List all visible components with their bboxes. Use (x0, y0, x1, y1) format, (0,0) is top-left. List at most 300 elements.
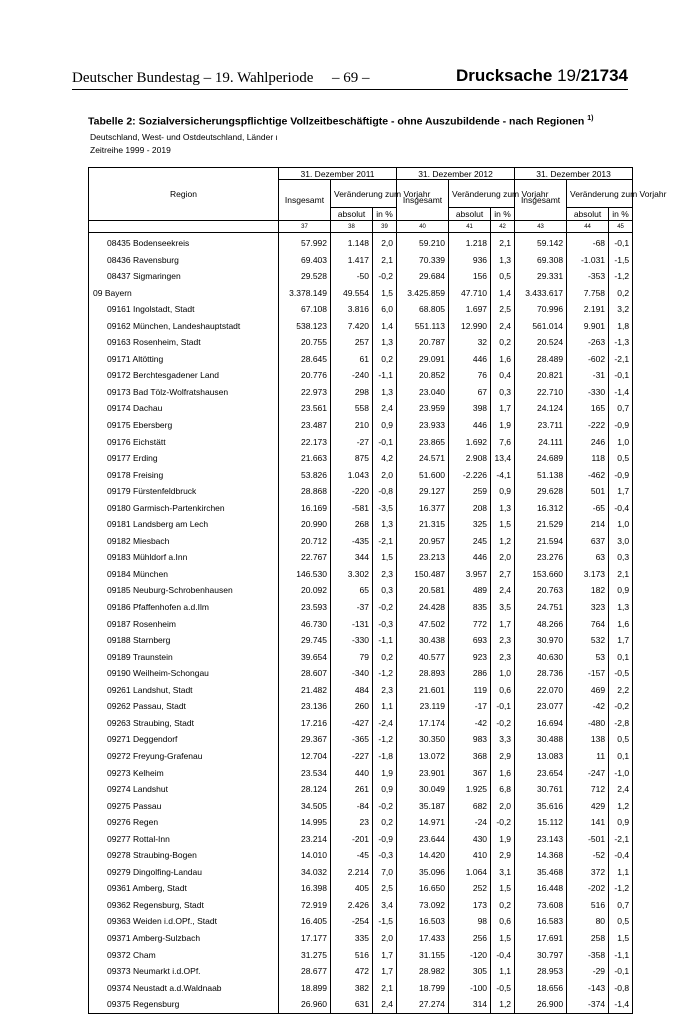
value-cell: 24.751 (515, 599, 567, 616)
table-row (89, 566, 633, 583)
value-cell: -1,1 (609, 947, 633, 964)
region-name: 09180 Garmisch-Partenkirchen (89, 500, 279, 517)
value-cell: 51.138 (515, 467, 567, 484)
value-cell: -480 (567, 715, 609, 732)
value-cell: 48.266 (515, 616, 567, 633)
value-cell: 22.710 (515, 384, 567, 401)
value-cell: -1,4 (609, 996, 633, 1013)
value-cell: 1,9 (491, 417, 515, 434)
value-cell: -220 (331, 483, 373, 500)
value-cell: -37 (331, 599, 373, 616)
value-cell: -602 (567, 351, 609, 368)
value-cell: 1,5 (491, 516, 515, 533)
table-row (89, 765, 633, 782)
value-cell: 501 (567, 483, 609, 500)
value-cell: 558 (331, 400, 373, 417)
value-cell: 561.014 (515, 318, 567, 335)
table-row (89, 351, 633, 368)
value-cell: 156 (449, 268, 491, 285)
value-cell: -0,1 (609, 367, 633, 384)
value-cell: -365 (331, 731, 373, 748)
value-cell: 24.124 (515, 400, 567, 417)
header-rule (72, 89, 628, 90)
value-cell: 23.276 (515, 549, 567, 566)
value-cell: 446 (449, 351, 491, 368)
value-cell: 21.529 (515, 516, 567, 533)
value-cell: 637 (567, 533, 609, 550)
value-cell: 3,1 (491, 864, 515, 881)
value-cell: 382 (331, 980, 373, 997)
value-cell: 28.607 (279, 665, 331, 682)
region-name: 09371 Amberg-Sulzbach (89, 930, 279, 947)
value-cell: -2,1 (609, 351, 633, 368)
region-name: 09163 Rosenheim, Stadt (89, 334, 279, 351)
table-row (89, 897, 633, 914)
value-cell: 34.032 (279, 864, 331, 881)
value-cell: 305 (449, 963, 491, 980)
region-name: 09182 Miesbach (89, 533, 279, 550)
value-cell: 29.331 (515, 268, 567, 285)
value-cell: 335 (331, 930, 373, 947)
value-cell: 3.425.859 (397, 285, 449, 302)
value-cell: 35.187 (397, 798, 449, 815)
value-cell: 1,7 (491, 400, 515, 417)
value-cell: 210 (331, 417, 373, 434)
value-cell: 31.155 (397, 947, 449, 964)
value-cell: 1,7 (373, 947, 397, 964)
value-cell: 67.108 (279, 301, 331, 318)
value-cell: 35.616 (515, 798, 567, 815)
insgesamt-header: Insgesamt (279, 180, 331, 221)
table-row (89, 781, 633, 798)
value-cell: 28.953 (515, 963, 567, 980)
value-cell: 1,1 (373, 698, 397, 715)
value-cell: 28.645 (279, 351, 331, 368)
region-name: 09262 Passau, Stadt (89, 698, 279, 715)
value-cell: 0,6 (491, 913, 515, 930)
percent-header: in % (373, 208, 397, 221)
value-cell: 3.302 (331, 566, 373, 583)
date-header-2012: 31. Dezember 2012 (397, 168, 515, 180)
value-cell: 76 (449, 367, 491, 384)
value-cell: 551.113 (397, 318, 449, 335)
value-cell: 367 (449, 765, 491, 782)
publication-name: Deutscher Bundestag – 19. Wahlperiode (72, 70, 314, 86)
value-cell: -29 (567, 963, 609, 980)
value-cell: 26.960 (279, 996, 331, 1013)
table-row (89, 233, 633, 252)
value-cell: 28.124 (279, 781, 331, 798)
region-name: 09261 Landshut, Stadt (89, 682, 279, 699)
value-cell: -202 (567, 880, 609, 897)
value-cell: 16.169 (279, 500, 331, 517)
value-cell: 40.630 (515, 649, 567, 666)
value-cell: 24.428 (397, 599, 449, 616)
value-cell: -222 (567, 417, 609, 434)
value-cell: 2,2 (609, 682, 633, 699)
value-cell: -374 (567, 996, 609, 1013)
value-cell: 1,5 (609, 930, 633, 947)
value-cell: 47.502 (397, 616, 449, 633)
value-cell: 0,3 (373, 582, 397, 599)
region-name: 09190 Weilheim-Schongau (89, 665, 279, 682)
value-cell: 0,1 (609, 748, 633, 765)
insgesamt-header: Insgesamt (397, 180, 449, 221)
value-cell: 11 (567, 748, 609, 765)
region-name: 09184 München (89, 566, 279, 583)
value-cell: -120 (449, 947, 491, 964)
value-cell: 875 (331, 450, 373, 467)
value-cell: 0,3 (609, 549, 633, 566)
value-cell: 14.368 (515, 847, 567, 864)
table-row (89, 980, 633, 997)
region-name: 09161 Ingolstadt, Stadt (89, 301, 279, 318)
value-cell: -42 (449, 715, 491, 732)
region-name: 09181 Landsberg am Lech (89, 516, 279, 533)
value-cell: 516 (567, 897, 609, 914)
value-cell: -17 (449, 698, 491, 715)
value-cell: 936 (449, 252, 491, 269)
value-cell: 13.072 (397, 748, 449, 765)
value-cell: -65 (567, 500, 609, 517)
value-cell: 0,4 (491, 367, 515, 384)
value-cell: 1,7 (491, 616, 515, 633)
value-cell: 23.143 (515, 831, 567, 848)
value-cell: 258 (567, 930, 609, 947)
region-name: 09187 Rosenheim (89, 616, 279, 633)
value-cell: 440 (331, 765, 373, 782)
value-cell: -157 (567, 665, 609, 682)
region-name: 09 Bayern (89, 285, 279, 302)
table-row (89, 682, 633, 699)
value-cell: 20.787 (397, 334, 449, 351)
table-row (89, 252, 633, 269)
value-cell: 1,0 (609, 434, 633, 451)
value-cell: 23.136 (279, 698, 331, 715)
value-cell: -143 (567, 980, 609, 997)
change-header: Veränderung zum Vorjahr (331, 180, 397, 208)
value-cell: 23.119 (397, 698, 449, 715)
table-row (89, 748, 633, 765)
value-cell: 0,9 (373, 417, 397, 434)
value-cell: 46.730 (279, 616, 331, 633)
value-cell: 538.123 (279, 318, 331, 335)
value-cell: 3,2 (609, 301, 633, 318)
value-cell: -501 (567, 831, 609, 848)
value-cell: 30.350 (397, 731, 449, 748)
table-row (89, 483, 633, 500)
value-cell: -1,2 (609, 268, 633, 285)
table-row (89, 814, 633, 831)
absolut-header: absolut (567, 208, 609, 221)
value-cell: 22.767 (279, 549, 331, 566)
value-cell: 53.826 (279, 467, 331, 484)
value-cell: 0,2 (373, 351, 397, 368)
value-cell: 1,7 (609, 632, 633, 649)
table-row (89, 334, 633, 351)
region-name: 09173 Bad Tölz-Wolfratshausen (89, 384, 279, 401)
region-name: 09188 Starnberg (89, 632, 279, 649)
value-cell: 16.312 (515, 500, 567, 517)
region-name: 09175 Ebersberg (89, 417, 279, 434)
value-cell: -1,1 (373, 367, 397, 384)
value-cell: 0,7 (609, 897, 633, 914)
value-cell: 7,0 (373, 864, 397, 881)
absolut-header: absolut (449, 208, 491, 221)
value-cell: 2,7 (491, 566, 515, 583)
value-cell: -0,4 (609, 847, 633, 864)
document-label: Drucksache (455, 66, 553, 85)
value-cell: 21.663 (279, 450, 331, 467)
table-row (89, 880, 633, 897)
table-row (89, 847, 633, 864)
value-cell: 20.763 (515, 582, 567, 599)
table-row (89, 301, 633, 318)
value-cell: 2.908 (449, 450, 491, 467)
value-cell: 79 (331, 649, 373, 666)
value-cell: 1,3 (373, 334, 397, 351)
region-name: 09183 Mühldorf a.Inn (89, 549, 279, 566)
table-row (89, 450, 633, 467)
value-cell: -1,3 (609, 334, 633, 351)
value-cell: 2.214 (331, 864, 373, 881)
value-cell: 23.644 (397, 831, 449, 848)
value-cell: 23.077 (515, 698, 567, 715)
value-cell: -1,2 (609, 880, 633, 897)
value-cell: 59.142 (515, 233, 567, 252)
value-cell: 28.489 (515, 351, 567, 368)
value-cell: 153.660 (515, 566, 567, 583)
value-cell: 20.852 (397, 367, 449, 384)
value-cell: -1,1 (373, 632, 397, 649)
value-cell: -0,2 (373, 268, 397, 285)
value-cell: 214 (567, 516, 609, 533)
table-row (89, 516, 633, 533)
value-cell: 1,1 (609, 864, 633, 881)
value-cell: -435 (331, 533, 373, 550)
table-row (89, 616, 633, 633)
value-cell: 1,0 (609, 516, 633, 533)
value-cell: 259 (449, 483, 491, 500)
value-cell: 17.174 (397, 715, 449, 732)
value-cell: 21.482 (279, 682, 331, 699)
value-cell: 0,1 (609, 649, 633, 666)
value-cell: 2,1 (373, 252, 397, 269)
value-cell: 63 (567, 549, 609, 566)
table-row (89, 913, 633, 930)
value-cell: 405 (331, 880, 373, 897)
value-cell: 69.403 (279, 252, 331, 269)
value-cell: 23.865 (397, 434, 449, 451)
column-number: 40 (397, 221, 449, 233)
column-number: 37 (279, 221, 331, 233)
value-cell: 0,9 (609, 582, 633, 599)
value-cell: 1,3 (491, 500, 515, 517)
value-cell: 138 (567, 731, 609, 748)
region-name: 09279 Dingolfing-Landau (89, 864, 279, 881)
region-name: 09272 Freyung-Grafenau (89, 748, 279, 765)
value-cell: 246 (567, 434, 609, 451)
value-cell: -2.226 (449, 467, 491, 484)
value-cell: 2,3 (491, 649, 515, 666)
value-cell: -2,1 (373, 533, 397, 550)
value-cell: -0,3 (373, 847, 397, 864)
region-name: 09186 Pfaffenhofen a.d.Ilm (89, 599, 279, 616)
value-cell: -0,8 (609, 980, 633, 997)
value-cell: -0,1 (373, 434, 397, 451)
column-number: 38 (331, 221, 373, 233)
column-number-blank (89, 221, 279, 233)
value-cell: 2,0 (373, 233, 397, 252)
region-name: 09162 München, Landeshauptstadt (89, 318, 279, 335)
value-cell: 20.092 (279, 582, 331, 599)
column-number: 42 (491, 221, 515, 233)
value-cell: 1,7 (609, 483, 633, 500)
value-cell: 6,0 (373, 301, 397, 318)
value-cell: 631 (331, 996, 373, 1013)
value-cell: 446 (449, 417, 491, 434)
value-cell: 3,5 (491, 599, 515, 616)
value-cell: 146.530 (279, 566, 331, 583)
value-cell: 2,4 (491, 318, 515, 335)
value-cell: 22.973 (279, 384, 331, 401)
value-cell: 119 (449, 682, 491, 699)
table-row (89, 698, 633, 715)
value-cell: -0,1 (491, 698, 515, 715)
date-header-2013: 31. Dezember 2013 (515, 168, 633, 180)
value-cell: 20.990 (279, 516, 331, 533)
value-cell: 2,0 (491, 798, 515, 815)
value-cell: 3.433.617 (515, 285, 567, 302)
value-cell: -462 (567, 467, 609, 484)
value-cell: 1,2 (491, 533, 515, 550)
value-cell: 20.755 (279, 334, 331, 351)
value-cell: 17.216 (279, 715, 331, 732)
value-cell: -1,5 (373, 913, 397, 930)
value-cell: 1,5 (373, 285, 397, 302)
value-cell: 13,4 (491, 450, 515, 467)
value-cell: -0,8 (373, 483, 397, 500)
value-cell: 430 (449, 831, 491, 848)
value-cell: 257 (331, 334, 373, 351)
page-number: – 69 – (332, 70, 370, 86)
table-row (89, 798, 633, 815)
value-cell: 34.505 (279, 798, 331, 815)
value-cell: 30.797 (515, 947, 567, 964)
value-cell: 0,5 (609, 913, 633, 930)
value-cell: 23.593 (279, 599, 331, 616)
value-cell: 1,2 (609, 798, 633, 815)
region-name: 09363 Weiden i.d.OPf., Stadt (89, 913, 279, 930)
table-body (89, 233, 633, 1014)
value-cell: 12.704 (279, 748, 331, 765)
region-name: 09179 Fürstenfeldbruck (89, 483, 279, 500)
value-cell: 16.503 (397, 913, 449, 930)
value-cell: 9.901 (567, 318, 609, 335)
region-name: 08436 Ravensburg (89, 252, 279, 269)
value-cell: 98 (449, 913, 491, 930)
value-cell: 3.173 (567, 566, 609, 583)
value-cell: 29.091 (397, 351, 449, 368)
value-cell: 1,5 (491, 930, 515, 947)
region-name: 09274 Landshut (89, 781, 279, 798)
value-cell: 0,2 (373, 814, 397, 831)
value-cell: -0,5 (609, 665, 633, 682)
value-cell: -0,9 (609, 467, 633, 484)
table-row (89, 434, 633, 451)
value-cell: -4,1 (491, 467, 515, 484)
table-row (89, 649, 633, 666)
region-name: 08435 Bodenseekreis (89, 233, 279, 252)
value-cell: 51.600 (397, 467, 449, 484)
value-cell: 3.957 (449, 566, 491, 583)
value-cell: 28.677 (279, 963, 331, 980)
table-row (89, 500, 633, 517)
value-cell: 30.970 (515, 632, 567, 649)
value-cell: 1.417 (331, 252, 373, 269)
date-header-2011: 31. Dezember 2011 (279, 168, 397, 180)
value-cell: 49.554 (331, 285, 373, 302)
value-cell: -247 (567, 765, 609, 782)
value-cell: 1,9 (491, 831, 515, 848)
value-cell: 1,0 (491, 665, 515, 682)
value-cell: 983 (449, 731, 491, 748)
value-cell: 17.691 (515, 930, 567, 947)
value-cell: 1.697 (449, 301, 491, 318)
value-cell: 0,5 (491, 268, 515, 285)
value-cell: 24.111 (515, 434, 567, 451)
value-cell: 182 (567, 582, 609, 599)
value-cell: 16.650 (397, 880, 449, 897)
value-cell: 23.901 (397, 765, 449, 782)
value-cell: 764 (567, 616, 609, 633)
change-header: Veränderung zum Vorjahr (567, 180, 633, 208)
value-cell: 59.210 (397, 233, 449, 252)
table-row (89, 467, 633, 484)
region-name: 09271 Deggendorf (89, 731, 279, 748)
value-cell: 1,3 (609, 599, 633, 616)
percent-header: in % (609, 208, 633, 221)
table-subtitle: Deutschland, West- und Ostdeutschland, Länder ι (90, 132, 278, 142)
value-cell: 23.040 (397, 384, 449, 401)
table-row (89, 384, 633, 401)
region-name: 09174 Dachau (89, 400, 279, 417)
value-cell: 7.420 (331, 318, 373, 335)
value-cell: 2,4 (373, 996, 397, 1013)
value-cell: -1,2 (373, 665, 397, 682)
value-cell: 3.378.149 (279, 285, 331, 302)
value-cell: 21.601 (397, 682, 449, 699)
value-cell: 29.528 (279, 268, 331, 285)
value-cell: -0,2 (491, 715, 515, 732)
value-cell: 1.218 (449, 233, 491, 252)
value-cell: 68.805 (397, 301, 449, 318)
table-row (89, 318, 633, 335)
value-cell: 1,3 (373, 384, 397, 401)
value-cell: 286 (449, 665, 491, 682)
value-cell: -0,9 (373, 831, 397, 848)
data-table (88, 167, 667, 1014)
value-cell: 2,1 (609, 566, 633, 583)
value-cell: 28.893 (397, 665, 449, 682)
value-cell: -0,2 (373, 599, 397, 616)
value-cell: 18.899 (279, 980, 331, 997)
value-cell: 7.758 (567, 285, 609, 302)
value-cell: 20.524 (515, 334, 567, 351)
value-cell: -31 (567, 367, 609, 384)
region-name: 09362 Regensburg, Stadt (89, 897, 279, 914)
value-cell: 1,3 (373, 516, 397, 533)
